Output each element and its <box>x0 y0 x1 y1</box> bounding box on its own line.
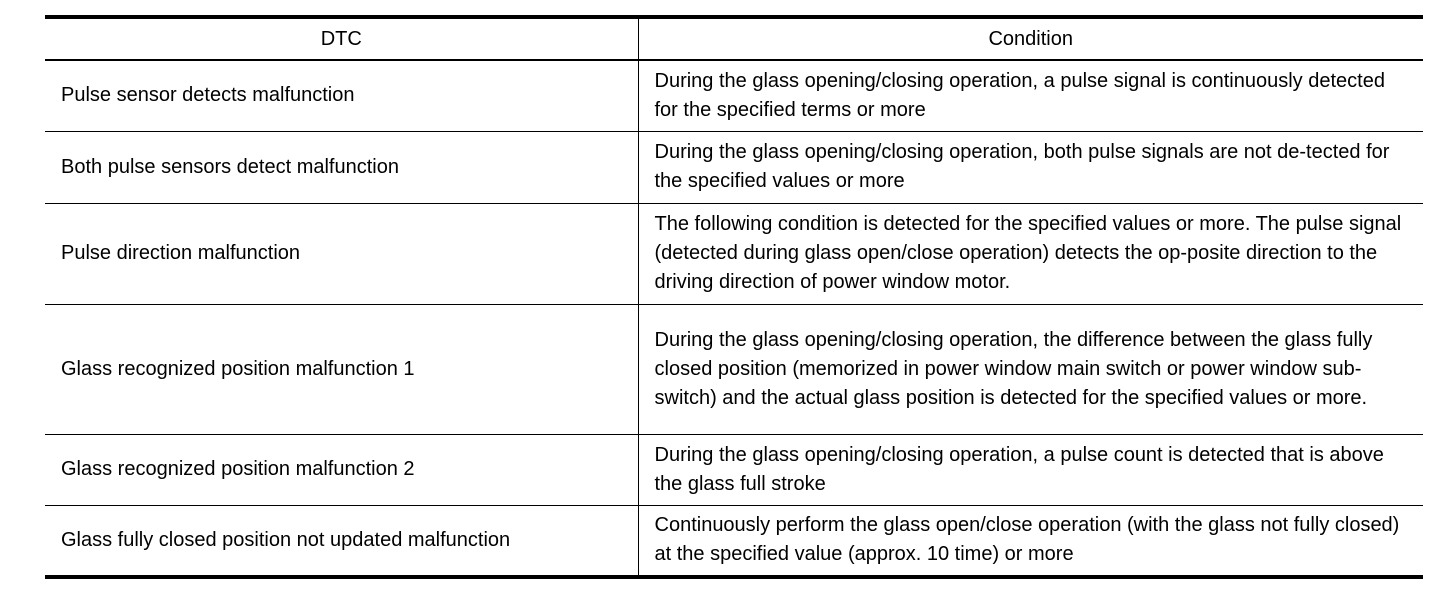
table-row <box>45 434 1423 505</box>
table-row <box>45 505 1423 577</box>
dtc-condition-table <box>45 15 1423 579</box>
header-row <box>45 17 1423 60</box>
table-row <box>45 304 1423 434</box>
table-row <box>45 131 1423 203</box>
dtc-cell: Pulse sensor detects malfunction <box>45 60 638 131</box>
condition-cell: During the glass opening/closing operation, both pulse signals are not de-tected for the specified values or more <box>638 131 1423 203</box>
condition-cell: The following condition is detected for the specified values or more. The pulse signal (detected during glass open/close operation) detects the op-posite direction to the driving direction of power window motor. <box>638 203 1423 304</box>
table-row <box>45 203 1423 304</box>
dtc-cell: Glass recognized position malfunction 2 <box>45 434 638 505</box>
dtc-column-header: DTC <box>45 17 638 60</box>
table-body <box>45 60 1423 577</box>
dtc-cell: Pulse direction malfunction <box>45 203 638 304</box>
dtc-cell: Glass recognized position malfunction 1 <box>45 304 638 434</box>
condition-cell: During the glass opening/closing operation, a pulse signal is continuously detected for the specified terms or more <box>654 69 1385 121</box>
dtc-cell: Glass fully closed position not updated malfunction <box>45 505 638 577</box>
dtc-cell: Both pulse sensors detect malfunction <box>45 131 638 203</box>
table-row <box>45 60 1423 131</box>
condition-cell: During the glass opening/closing operation, the difference between the glass fully closed position (memorized in power window main switch or power window sub-switch) and the actual glass position is detected for the specified values or more. <box>638 304 1423 434</box>
table-header <box>45 17 1423 60</box>
condition-cell: During the glass opening/closing operation, a pulse count is detected that is above the glass full stroke <box>638 434 1423 505</box>
condition-cell: Continuously perform the glass open/close operation (with the glass not fully closed) at the specified value (approx. 10 time) or more <box>638 505 1423 577</box>
condition-column-header: Condition <box>638 17 1423 60</box>
